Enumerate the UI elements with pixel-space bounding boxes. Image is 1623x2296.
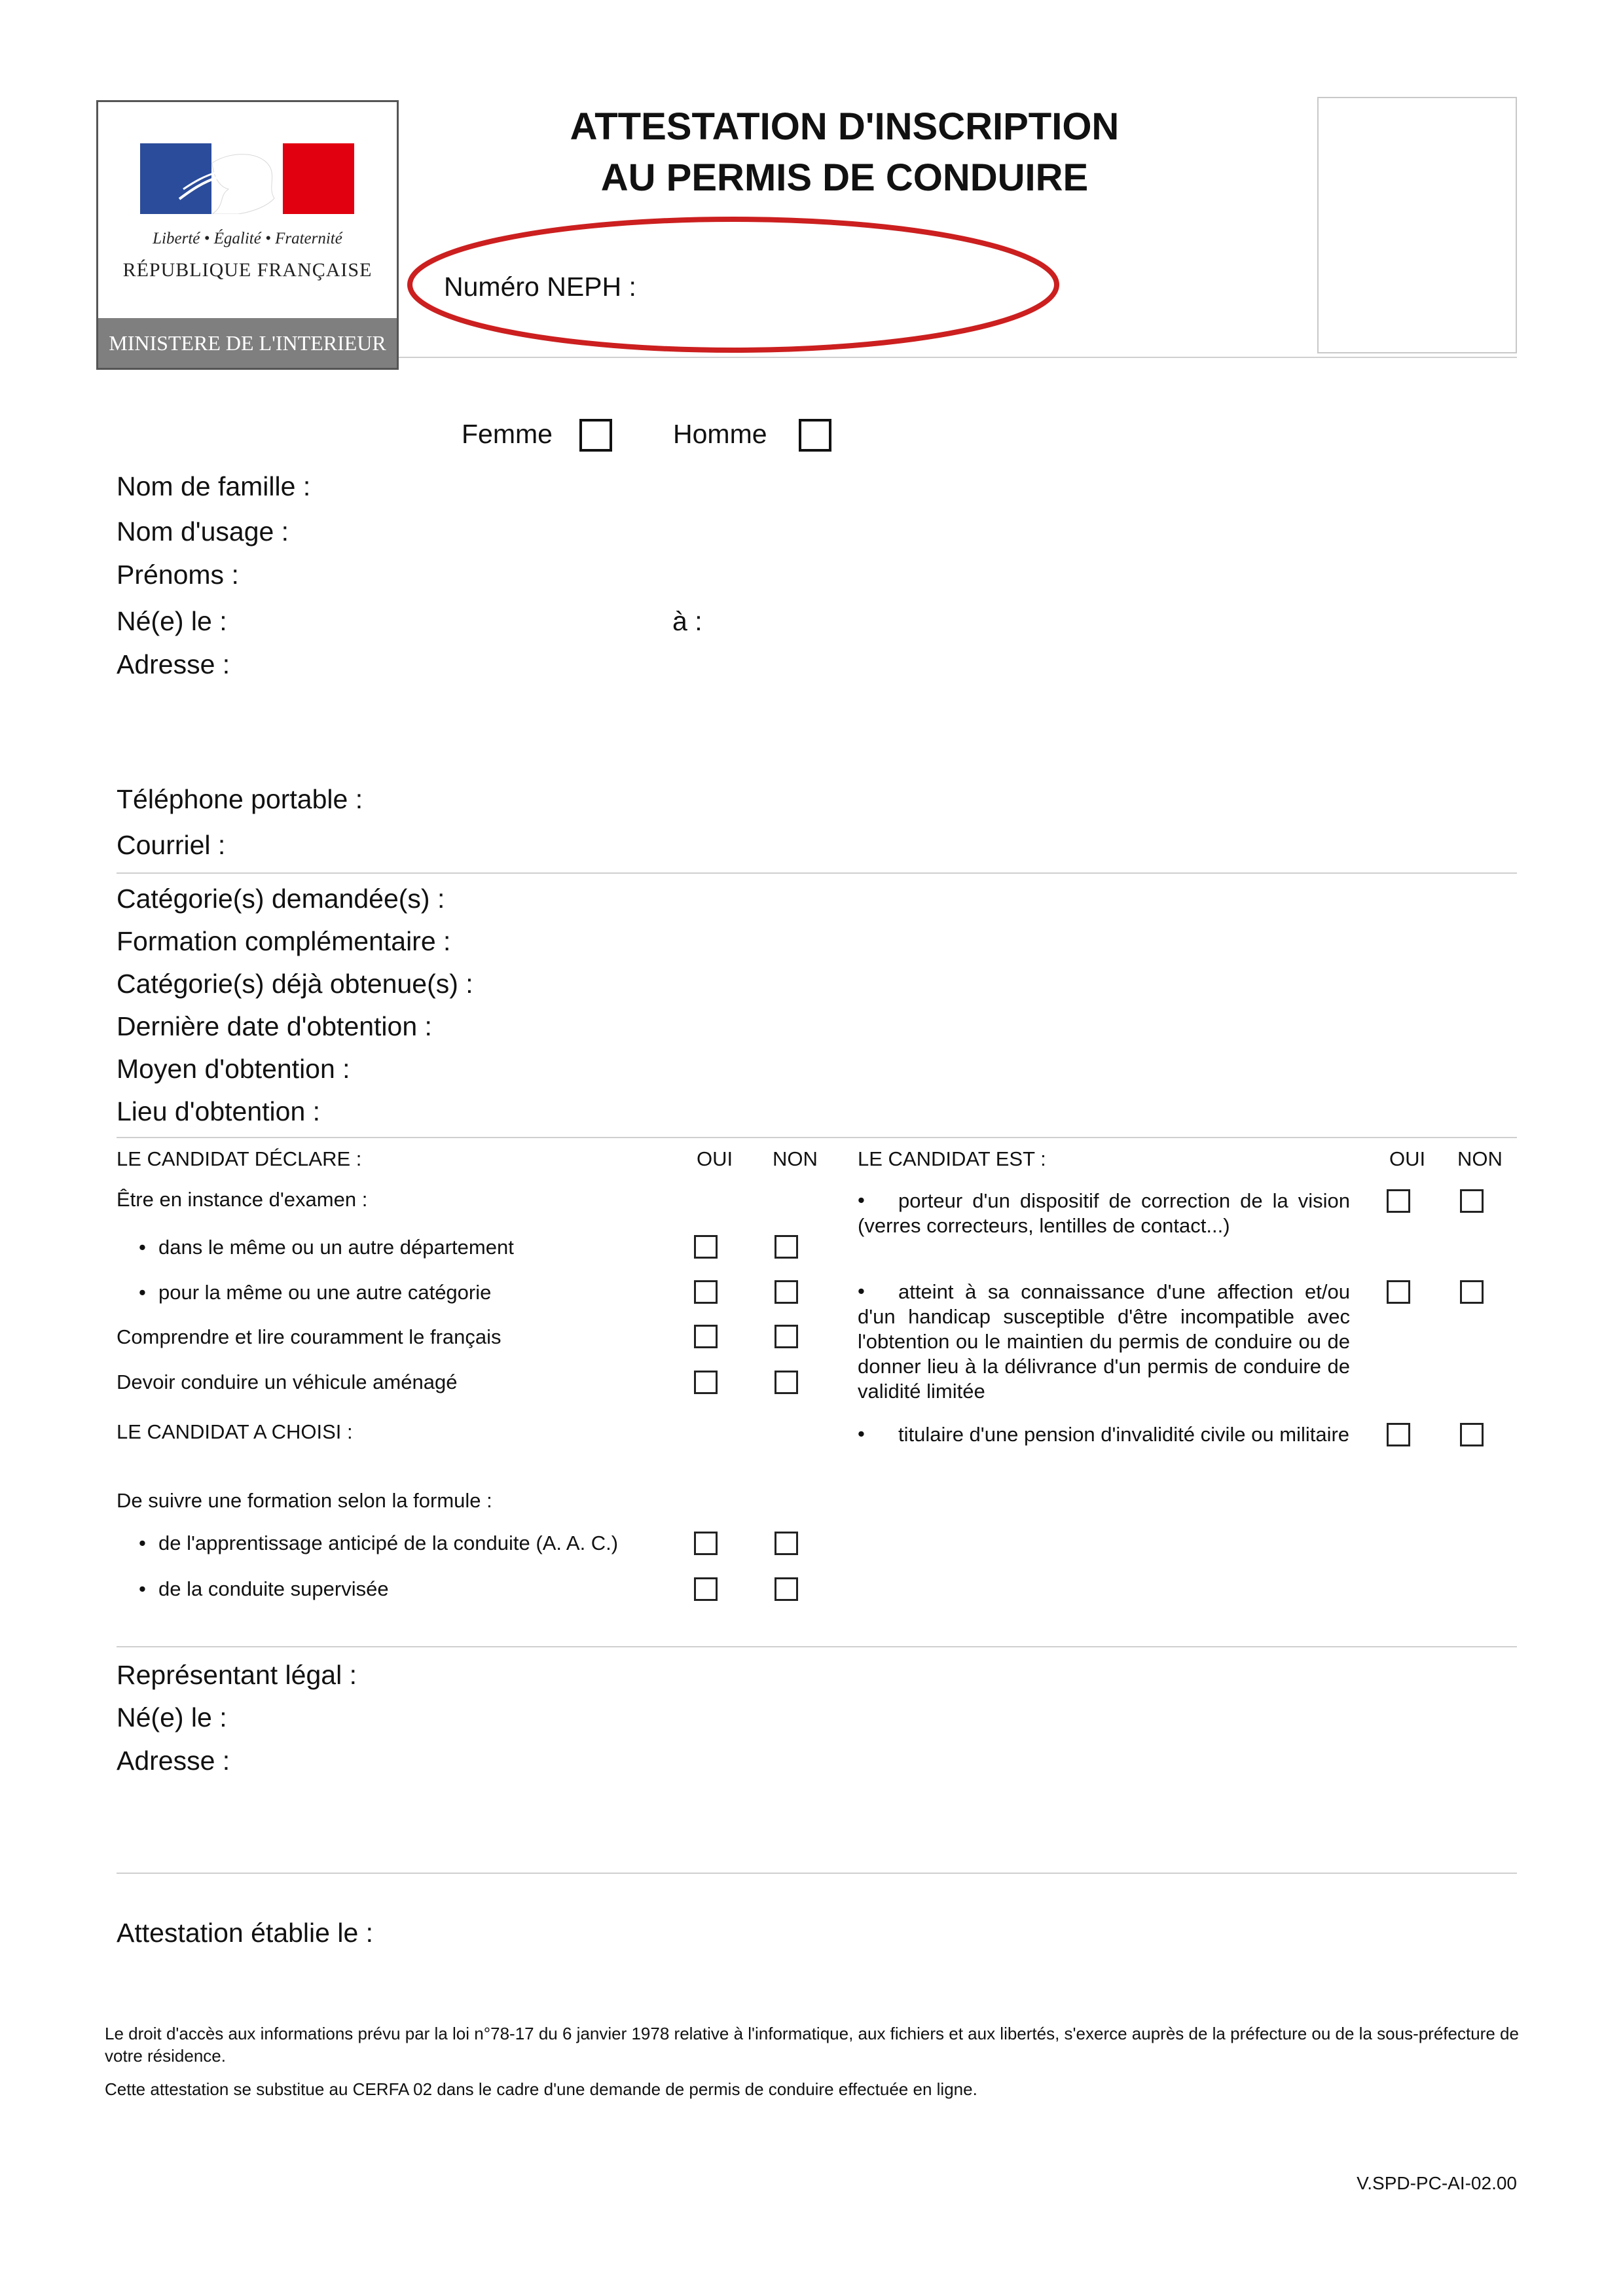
page-title-line1: ATTESTATION D'INSCRIPTION [570,105,1120,148]
obtention-place-label: Lieu d'obtention : [117,1096,321,1126]
declares-item-french: Comprendre et lire couramment le français [117,1325,501,1348]
candidate-is-title: LE CANDIDAT EST : [858,1147,1046,1170]
address-label: Adresse : [117,649,230,679]
privacy-notice: Le droit d'accès aux informations prévu par la loi n°78-17 du 6 janvier 1978 relative à l'informatique, aux fichiers et aux libertés, s'exerce auprès de la préfecture ou de la sous-préfecture de votre résidence. [105,2024,1519,2066]
formula-label: De suivre une formation selon la formule : [117,1489,492,1512]
vision-yes-checkbox[interactable] [1387,1189,1410,1213]
pension-bullet: • [858,1422,865,1445]
identity-divider [117,872,1517,874]
guardian-address-label: Adresse : [117,1746,230,1776]
declares-item-department: • dans le même ou un autre département [158,1236,514,1259]
guardian-divider [117,1873,1517,1874]
supervised-no-checkbox[interactable] [775,1577,798,1601]
requested-categories-label: Catégorie(s) demandée(s) : [117,884,445,914]
declares-item-category: • pour la même ou une autre catégorie [158,1281,491,1304]
chose-item-supervised: • de la conduite supervisée [158,1577,389,1601]
candidate-is-item-pension: titulaire d'une pension d'invalidité civile ou militaire [898,1423,1350,1446]
legal-representative-label: Représentant légal : [117,1660,357,1690]
vision-bullet: • [858,1189,865,1211]
gender-male-label: Homme [673,419,767,449]
usage-name-label: Nom d'usage : [117,516,289,547]
pension-no-checkbox[interactable] [1460,1423,1484,1446]
candidate-is-item-vision: porteur d'un dispositif de correction de la vision (verres correcteurs, lentilles de contact...) [858,1189,1350,1237]
first-names-label: Prénoms : [117,560,239,590]
pension-yes-checkbox[interactable] [1387,1423,1410,1446]
republic-name: RÉPUBLIQUE FRANÇAISE [122,259,373,281]
french-yes-checkbox[interactable] [694,1325,718,1348]
declarations-divider [117,1646,1517,1647]
birth-place-label: à : [672,606,702,636]
last-obtention-date-label: Dernière date d'obtention : [117,1011,432,1041]
header-divider [399,357,1517,358]
obtention-means-label: Moyen d'obtention : [117,1054,350,1084]
guardian-birth-date-label: Né(e) le : [117,1702,227,1732]
mobile-label: Téléphone portable : [117,784,363,814]
cerfa-notice: Cette attestation se substitue au CERFA 02 dans le cadre d'une demande de permis de conduire effectuée en ligne. [105,2079,977,2099]
french-no-checkbox[interactable] [775,1325,798,1348]
republic-motto: Liberté • Égalité • Fraternité [153,230,342,247]
exam-instance-label: Être en instance d'examen : [117,1188,368,1211]
declares-item-vehicle: Devoir conduire un véhicule aménagé [117,1371,458,1393]
candidate-is-no-header: NON [1457,1147,1503,1170]
supervised-yes-checkbox[interactable] [694,1577,718,1601]
category-no-checkbox[interactable] [775,1280,798,1304]
version-code: V.SPD-PC-AI-02.00 [1357,2173,1517,2193]
birth-date-label: Né(e) le : [117,606,227,636]
gender-female-label: Femme [462,419,553,449]
department-yes-checkbox[interactable] [694,1235,718,1259]
gender-male-checkbox[interactable] [799,419,831,452]
candidate-is-yes-header: OUI [1389,1147,1426,1170]
category-yes-checkbox[interactable] [694,1280,718,1304]
aac-no-checkbox[interactable] [775,1532,798,1555]
gender-female-checkbox[interactable] [579,419,612,452]
chose-title: LE CANDIDAT A CHOISI : [117,1420,353,1443]
declares-title: LE CANDIDAT DÉCLARE : [117,1147,362,1170]
email-label: Courriel : [117,830,226,860]
department-no-checkbox[interactable] [775,1235,798,1259]
ministry-name: MINISTERE DE L'INTERIEUR [98,318,397,368]
handicap-bullet: • [858,1280,865,1302]
chose-item-aac: • de l'apprentissage anticipé de la conduite (A. A. C.) [158,1532,618,1555]
attestation-date-label: Attestation établie le : [117,1918,374,1948]
vision-no-checkbox[interactable] [1460,1189,1484,1213]
extra-training-label: Formation complémentaire : [117,926,451,956]
vehicle-no-checkbox[interactable] [775,1371,798,1394]
declares-no-header: NON [773,1147,818,1170]
handicap-yes-checkbox[interactable] [1387,1280,1410,1304]
handicap-no-checkbox[interactable] [1460,1280,1484,1304]
license-divider [117,1137,1517,1138]
candidate-is-item-handicap: atteint à sa connaissance d'une affection et/ou d'un handicap susceptible d'être incompatible avec l'obtention ou le maintien du permis de conduire ou de donner lieu à la délivrance d'un permis de conduire de validité limitée [858,1280,1350,1403]
declares-yes-header: OUI [697,1147,733,1170]
vehicle-yes-checkbox[interactable] [694,1371,718,1394]
obtained-categories-label: Catégorie(s) déjà obtenue(s) : [117,969,473,999]
family-name-label: Nom de famille : [117,471,311,501]
aac-yes-checkbox[interactable] [694,1532,718,1555]
page-title-line2: AU PERMIS DE CONDUIRE [600,156,1089,199]
photo-box [1317,97,1517,353]
neph-label: Numéro NEPH : [444,272,636,302]
